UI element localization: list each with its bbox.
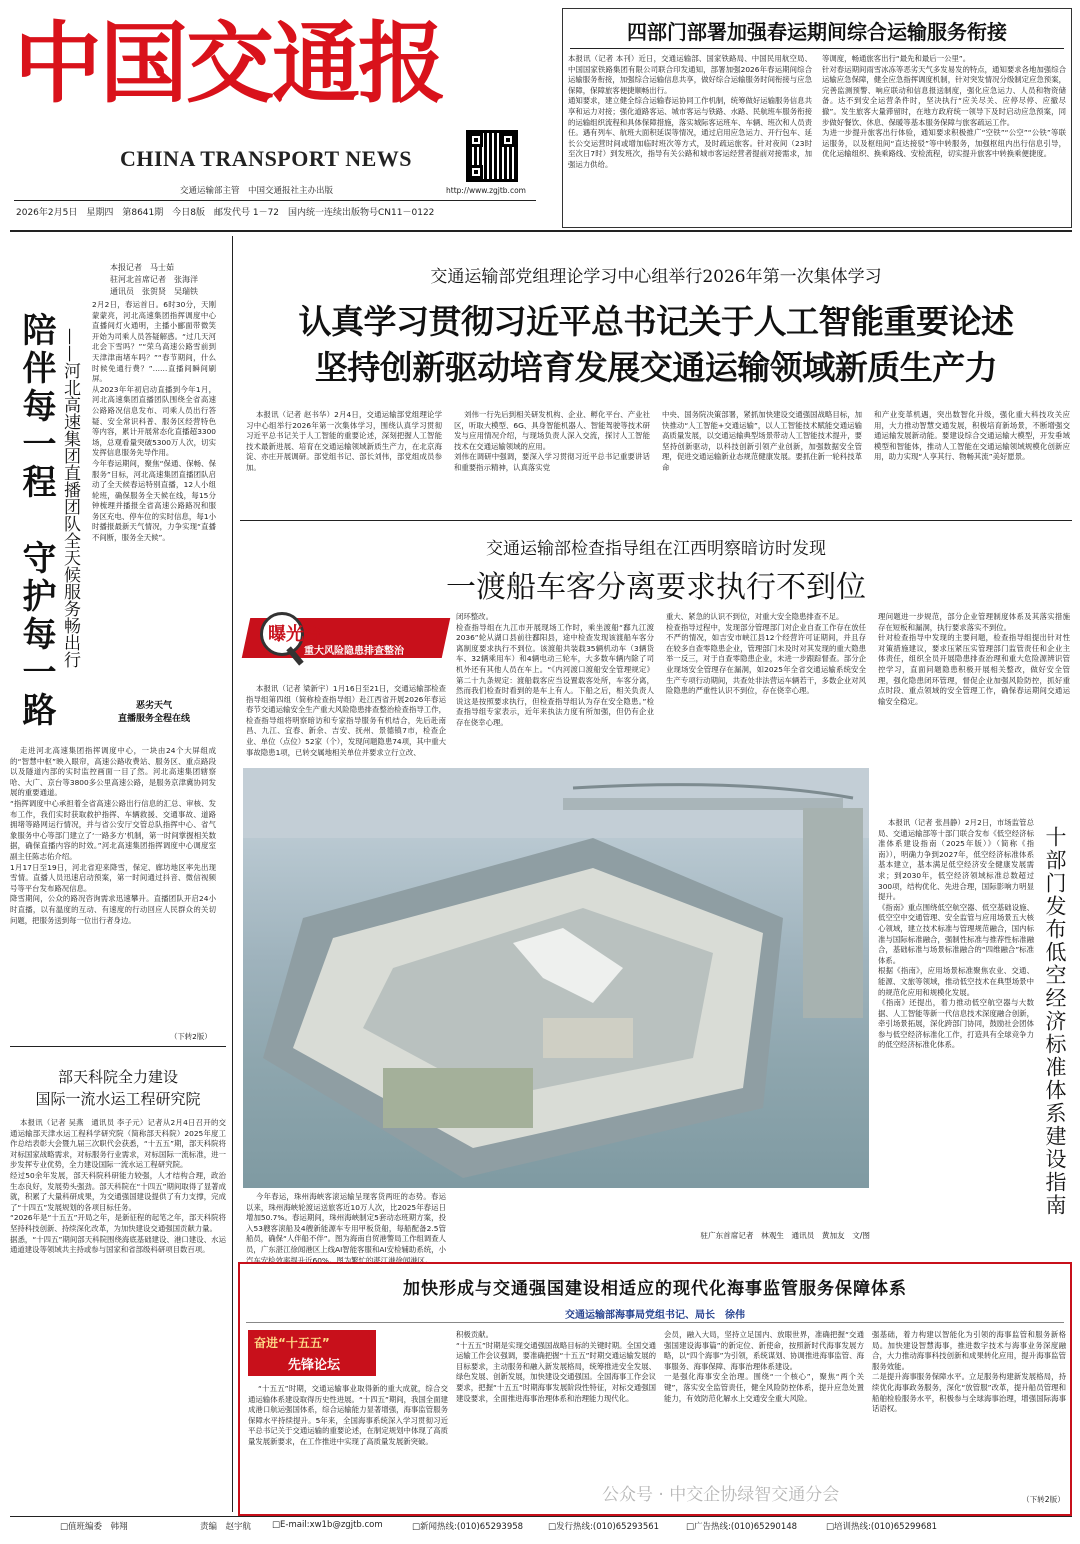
- top-right-col1: 本报讯（记者 本刊）近日，交通运输部、国家铁路局、中国民用航空局、中国国家铁路集团有限公司联合印发通知，部署加强2026年春运期间综合运输服务衔接，加强综合运输信息共享，做好综合运输服务时间衔接与应急保障，保障旅客便捷顺畅出行。 通知要求，建立健全综合运输春运协同工作机制，统筹做好运输服务信息共享和运力对接；强化道路客运、城市客运与铁路、水路、民航班车服务衔接的运输组织流程和具体保障措施，落实城际客运班车、车辆、班次和人员责任。遇有列车、航班大面积延误等情况，通过启用应急运力、开行包车、延长公交运营时间或增加临时班次等方式，及时疏运旅客。针对夜间（23时至次日7时）到发班次，指导有关公路和城市客运经营者提前对接需求，加强运力供给。: [568, 54, 812, 169]
- left-feature-section: 恶劣天气 直播服务全程在线: [117, 701, 190, 724]
- footer-ad-hotline: □广告热线:(010)65290148: [686, 1522, 798, 1532]
- inspection-col2: 闭环整改。 检查指导组在九江市开展现场工作时，乘坐渡船“鄱九江渡2036”轮从湖口县前往鄱阳县，途中检查发现该渡船车客分离制度要求执行不到位。该渡船共装载35辆机动车（3辆货车、32辆乘用车）和4辆电动三轮车，大多数车辆内除了司机外还有其他人员在车上。“《内河渡口渡船安全管理规定》第二十九条规定：渡船载客应当设置载客处所，车客分离，然而我们检查时看到的是车上有人。下船之后，相关负责人说这是按照要求执行，但检查指导组认为存在安全隐患。”检查指导组专家表示，近年来执法力度有所加强，但仍有企业存在侥幸心理。: [456, 612, 654, 727]
- exposure-badge: 曝光台 重大风险隐患排查整治: [246, 612, 446, 670]
- maritime-author: 交通运输部海事局党组书记、局长 徐伟: [565, 1310, 745, 1321]
- forum-badge: 奋进“十五五” 先锋论坛: [248, 1330, 376, 1376]
- watermark: 公众号 · 中交企协绿智交通分会: [602, 1485, 840, 1505]
- footer-editor: 责编 赵宇航: [200, 1522, 252, 1532]
- research-headline-1: 部天科院全力建设: [57, 1068, 178, 1086]
- port-photo: [243, 768, 869, 1188]
- standards-body: 本报讯（记者 张昌静）2月2日，市场监管总局、交通运输部等十部门联合发布《低空经济标准体系建设指南（2025年版）》（简称《指南》），明确力争到2027年，低空经济标准体系基本建立，基本满足低空经济安全健康发展需求；到2030年，低空经济领域标准总数超过300项，结构优化、先进合理，国际影响力明显提升。 《指南》重点围绕低空航空器、低空基础设施、低空空中交通管理、安全监管与应用场景五大核心领域，建立技术标准与管理规范融合，国内标准与国际标准融合，强制性标准与推荐性标准融合，基础标准与场景标准融合的“四维融合”标准体系。 根据《指南》，应用场景标准聚焦农业、交通、能源、文旅等领域，推动低空技术在典型场景中的规范化应用和规模化发展。 《指南》还提出，着力推动低空航空器与大数据、人工智能等新一代信息技术深度融合创新，牵引场景拓展，深化跨部门协同，鼓励社会团体参与低空经济标准化工作，打造具有全球竞争力的低空经济标准化体系。: [878, 818, 1034, 1050]
- maritime-col3: 会员，融入大局，坚持立足国内、放眼世界，准确把握“交通强国建设海事篇”的新定位、新使命，按照新时代海事发展方略，以“四个海事”为引领，系统谋划、协调推进海事监管、海事服务、海事保障、海事治理体系建设。 一是强化海事安全治理。围绕“一个核心”，聚焦“两个关键”，落实安全监管责任，健全风险防控体系，提升应急处置能力，有效防范化解水上交通安全重大风险。: [664, 1330, 864, 1403]
- main-kicker: 交通运输部党组理论学习中心组举行2026年第一次集体学习: [430, 267, 882, 287]
- main-headline-2: 坚持创新驱动培育发展交通运输领域新质生产力: [314, 348, 998, 387]
- main-col3: 中央、国务院决策部署，紧抓加快建设交通强国战略目标，加快推动“人工智能+交通运输”，以人工智能技术赋能交通运输高质量发展，以交通运输典型场景带动人工智能技术提升，要坚持创新驱动，以科技创新引领产业创新，加强数据安全管理，促进交通运输新业态规范健康发展。要抓住新一轮科技革命: [662, 410, 862, 472]
- maritime-col2: 积极贡献。 “十五五”时期是实现交通强国战略目标的关键时期。全国交通运输工作会议强调，要准确把握“十五五”时期交通运输发展的目标要求，主动服务和融入新发展格局，统筹推进安全发展、绿色发展、创新发展，加快建设交通强国。全国海事工作会议要求，把握“十五五”时期海事发展阶段性特征，对标交通强国建设要求，全面推进海事治理体系和治理能力现代化。: [456, 1330, 656, 1403]
- dateline: 2026年2月5日 星期四 第8641期 今日8版 邮发代号 1－72 国内统一连续出版物号CN11－0122: [16, 208, 435, 218]
- maritime-col1: “十五五”时期，交通运输事业取得新的重大成就，综合交通运输体系建设取得历史性进展。“十四五”期间，我国全面建成港口航运强国体系，综合运输能力显著增强，海事监管服务保障水平持续提升。5年来，全国海事系统深入学习贯彻习近平总书记关于交通运输的重要论述，在制定规划中体现了高质量发展新要求，在工作推进中实现了高质量发展新突破。: [248, 1384, 448, 1446]
- main-col1: 本报讯（记者 赵书华）2月4日，交通运输部党组理论学习中心组举行2026年第一次集体学习，围绕认真学习贯彻习近平总书记关于人工智能的重要论述，深刻把握人工智能技术最新进展、培育在交通运输领域新质生产力，在北京海淀、亦庄开展调研。部党组书记、部长刘伟，部党组成员参加。: [246, 410, 442, 472]
- maritime-col4: 强基础，着力构建以智能化为引领的海事监管和服务新格局。加快建设智慧海事，推进数字技术与海事业务深度融合，大力推动海事科技创新和成果转化应用，提升海事监管服务效能。 二是提升海事服务保障水平。立足服务构建新发展格局，持续优化海事政务服务，深化“放管服”改革，提升船员管理和船舶检验服务水平，积极参与全球海事治理，增强国际海事话语权。: [872, 1330, 1066, 1414]
- footer-news-hotline: □新闻热线:(010)65293958: [412, 1522, 524, 1532]
- masthead-title: 中国交通报: [14, 11, 445, 115]
- left-feature-p1: 2月2日，春运首日。6时30分，天刚蒙蒙亮，河北高速集团指挥调度中心直播间灯火通明，主播小郦面带微笑开始为司乘人员答疑解惑。“过几天河北会下雪吗？”“荣乌高速公路雪前到天津津南堵车吗？”“春节期间，什么时候免通行费？”……直播间瞬间刷屏。 从2023年年初启动直播到今年1月，河北高速集团直播团队围绕全省高速公路路况信息发布、司乘人员出行答疑、安全常识科普、服务区经营特色等内容，累计开展常态化直播超3300场，总观看量突破5300万人次，切实发挥信息服务先导作用。 今年春运期间，聚焦“保通、保畅、保服务”目标，河北高速集团直播团队启动了全天候春运特别直播，12人小组轮班，确保服务全天候在线，每15分钟梳理并播报全省高速公路路况和服务区充电、停车位的实时信息，每1小时播报最新天气情况，力争实现“直播不间断，服务全天候”。: [92, 300, 216, 543]
- masthead-url: http://www.zgjtb.com: [446, 186, 526, 195]
- main-col4: 和产业变革机遇，突出数智化升级，强化重大科技攻关应用，大力推动智慧交通发展，积极培育新场景，不断增强交通运输发展新动能。要建设综合交通运输大模型，开发垂域模型和智能体，推动人工智能在交通运输领域规模化创新应用，助力实现“人享其行、物畅其流”美好愿景。: [874, 410, 1070, 462]
- footer-email: □E-mail:xw1b@zgjtb.com: [272, 1520, 383, 1530]
- footer-duty-editor: □值班编委 韩翔: [60, 1522, 128, 1532]
- top-right-col2: 等调度，畅通旅客出行“最先和最后一公里”。 针对春运期间雨雪冰冻等恶劣天气多发易发的特点，通知要求各地加强综合运输应急保障，健全应急指挥调度机制，针对突发情况分级制定应急预案，完善监测预警、响应联动和信息报送制度，强化应急运力、人员和物资储备。达不到安全运营条件时，坚决执行“应关尽关、应停尽停、应撤尽撤”。发生旅客大量滞留时，在地方政府统一领导下及时启动应急预案，同步做好餐饮、休息、保暖等基本服务保障与旅客疏运工作。 为进一步提升旅客出行体验，通知要求积极推广“空铁”“公空”“公铁”等联运服务，以及枢纽间“直达接驳”等中转服务，加强枢纽内出行信息引导，优化运输组织、换乘路线、安检流程，切实提升旅客中转换乘便捷度。: [822, 54, 1066, 159]
- left-bylines: 本报记者 马士茹 驻河北首席记者 张海洋 通讯员 张贺贤 吴瑞铁: [110, 263, 198, 296]
- left-feature-p2: 走进河北高速集团指挥调度中心，一块由24个大屏组成的“智慧中枢”映入眼帘，高速公路收费站、服务区、重点路段以及隧道内部的实时监控画面一目了然。河北高速集团辖察哈、大广、京台等3800多公里高速公路，是服务京津冀协同发展的重要通道。 “指挥调度中心承担着全省高速公路出行信息的汇总、审核、发布工作，我们实时获取救护指挥、车辆救援、交通事故、道路拥堵等路网运行情况，并与省公安厅交管总队指挥中心、省气象服务中心等部门建立了‘一路多方’机制，第一时间掌握相关数据，确保直播内容的时效。”河北高速集团指挥调度中心调度室副主任陈志佑介绍。 1月17日至19日，河北省迎来降雪，保定、廊坊地区率先出现雪情。直播人员迅速启动预案，第一时间通过抖音、微信视频号等平台发布路况信息。 降雪期间，公众的路况咨询需求迅速攀升。直播团队开启24小时直播，以有温度的互动、有速度的行动回应人民群众的关切问题，把服务送到每一位出行者身边。: [10, 746, 216, 925]
- qr-code: [466, 130, 518, 182]
- footer-training-hotline: □培训热线:(010)65299681: [826, 1522, 938, 1532]
- photo-credit: 驻广东首席记者 林观生 通讯员 黄加友 文/图: [700, 1231, 870, 1240]
- masthead-sponsor: 交通运输部主管 中国交通报社主办出版: [180, 186, 334, 196]
- research-body: 本报讯（记者 吴燕 通讯员 李子元）记者从2月4日召开的交通运输部天津水运工程科学研究院（简称部天科院）2025年度工作总结表彰大会暨九届三次职代会获悉，“十五五”期，部天科院将对标国家战略需求，对标服务行业需求，对标国际一流标准，进一步发挥专业优势，全力建设国际一流水运工程研究院。 经过50余年发展，部天科院科研能力较强，人才结构合理，政治生态良好，发展势头强劲。部天科院在“十四五”期间取得了显著成就，积累了大量科研成果，为交通强国建设提供了有力支撑，完成了“十四五”发展规划的各项目标任务。 “2026年是“十五五”开局之年，是新征程的起笔之年，部天科院将坚持科技创新、持续深化改革，为加快建设交通强国贡献力量。 据悉，“十四五”期间部天科院围绕海底基础建设、港口建设、水运通道建设等领域共主持或参与国家和省部级科研项目数百项。: [10, 1118, 226, 1255]
- maritime-headline: 加快形成与交通强国建设相适应的现代化海事监管服务保障体系: [403, 1279, 907, 1299]
- standards-headline: 十部门发布低空经济标准体系建设指南: [1043, 826, 1067, 1217]
- masthead-english: CHINA TRANSPORT NEWS: [120, 146, 413, 171]
- inspection-col3: 重大、紧急的认识不到位，对重大安全隐患排查不足。 检查指导过程中，发现部分管理部门对企业自查工作存在放任不严的情况，如吉安市峡江县12个经营许可证期间，并且存在较多自查零隐患企业，管理部门未及时对其发现的重大隐患举一反三，对于自查零隐患企业，未进一步跟踪督查。部分企业现场安全管理存在漏洞，如2025年全省交通运输系统安全生产专项行动期间，共查处非法营运车辆若干，多数企业对风险隐患的严重性认识不到位，存在侥幸心理。: [666, 612, 866, 696]
- inspection-kicker: 交通运输部检查指导组在江西明察暗访时发现: [486, 539, 826, 559]
- footer-distribution-hotline: □发行热线:(010)65293561: [548, 1522, 660, 1532]
- main-col2: 刘伟一行先后到相关研发机构、企业、孵化平台、产业社区，听取大模型、6G、具身智能机器人、智能驾驶等技术研发与应用情况介绍，与现场负责人深入交流，探讨人工智能技术在交通运输领域的应用。 刘伟在调研中强调，要深入学习贯彻习近平总书记重要讲话和重要指示精神，认真落实党: [454, 410, 650, 472]
- top-right-headline: 四部门部署加强春运期间综合运输服务衔接: [627, 20, 1007, 44]
- maritime-continued: （下转2版）: [1022, 1495, 1065, 1504]
- inspection-col4: 理问题进一步规范，部分企业管理制度体系及其落实措施存在短板和漏洞，执行要求落实不到位。 针对检查指导中发现的主要问题，检查指导组提出针对性对策措施建议，要求压紧压实管理部门监管责任和企业主体责任，组织全员开展隐患排查治理和重大危险源辨识管控学习，直面问题隐患积极开展相关整改，做好安全管理，强化隐患闭环管理，督促企业加强风险防控，抓好重点时段、重点领域的安全管理工作，确保春运期间交通运输安全稳定。: [878, 612, 1070, 706]
- main-headline-1: 认真学习贯彻习近平总书记关于人工智能重要论述: [298, 302, 1014, 341]
- left-feature-continued: （下转2版）: [170, 1032, 212, 1041]
- left-feature-subhead: ——河北高速集团直播团队全天候服务畅出行: [60, 328, 80, 668]
- inspection-headline: 一渡船车客分离要求执行不到位: [446, 570, 866, 605]
- photo-caption: 今年春运，珠州海峡客滚运输呈现客货两旺的态势。春运以来，珠州海峡轮渡运送旅客近10万人次，比2025年春运日增加50.7%。春运期间，珠州海峡制定5套动态班期方案，投入53艘客滚船及4艘新能源车专用甲板货船，每船配备2.5管船员，确保“人伴船不伴”。图为海南自贸港警局工作组调查人员，广东湛江徐闻港区上线AI智能客服和AI安检辅助系统，小汽车安检效率提升近60%。图为繁忙的湛江港徐闻港区。: [246, 1192, 446, 1265]
- left-feature-headline: 陪伴每一程 守护每一路: [16, 312, 56, 730]
- inspection-col1: 本报讯（记者 梁新宇）1月16日至21日，交通运输部检查指导组第四组（简称检查指导组）赴江西省开展2026年春运春节交通运输安全生产重大风险隐患排查整治检查指导工作，检查指导组将明察暗访和专家指导服务有机结合，先后赴南昌、九江、宜春、新余、吉安、抚州、景德镇7市，检查企业、单位（点位）52家（个），发现问题隐患74项，其中重大事故隐患1项，已转交属地相关单位并要求立行立改、: [246, 684, 446, 757]
- research-headline-2: 国际一流水运工程研究院: [35, 1090, 201, 1108]
